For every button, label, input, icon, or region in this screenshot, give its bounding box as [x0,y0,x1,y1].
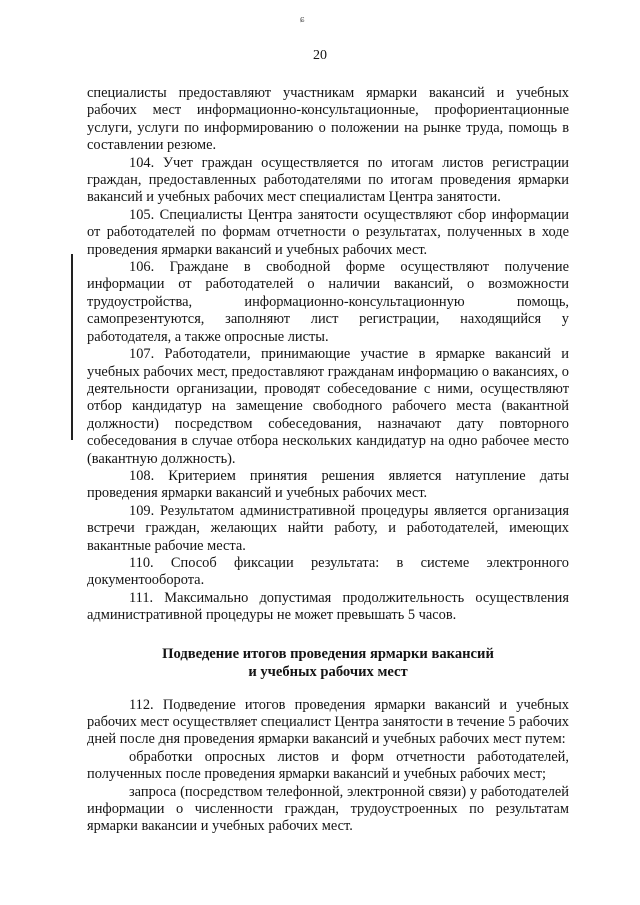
document-body [87,85,569,836]
paragraph-continuation: специалисты предоставляют участникам ярмарки вакансий и учебных рабочих мест информационно-консультационные, профориентационные услуги, услуги по информированию о положении на рынке труда, помощь в составлении резюме. [87,85,569,154]
margin-scan-line [71,254,73,440]
paragraph-108: 108. Критерием принятия решения является натупление даты проведения ярмарки вакансий и учебных рабочих мест. [87,467,569,502]
paragraph-107: 107. Работодатели, принимающие участие в ярмарке вакансий и учебных рабочих мест, предоставляют гражданам информацию о вакансиях, о деятельности организации, проводят собеседование с ними, осуществляют отбор кандидатур на замещение свободного рабочего места (вакантной должности) посредством собеседования, назначают дату повторного собеседования в случае отбора нескольких кандидатур на одно рабочее место (вакантную должность). [87,346,569,467]
paragraph-111: 111. Максимально допустимая продолжительность осуществления административной процедуры не может превышать 5 часов. [87,589,569,624]
paragraph-109: 109. Результатом административной процедуры является организация встречи граждан, желающих найти работу, и работодателей, имеющих вакантные рабочие места. [87,502,569,554]
paragraph-112-item-2: запроса (посредством телефонной, электронной связи) у работодателей информации о численности граждан, трудоустроенных по результатам ярмарки вакансии и учебных рабочих мест. [87,783,569,835]
paragraph-112-item-1: обработки опросных листов и форм отчетности работодателей, полученных после проведения ярмарки вакансий и учебных рабочих мест; [87,748,569,783]
paragraph-104: 104. Учет граждан осуществляется по итогам листов регистрации граждан, предоставленных работодателями по итогам проведения ярмарки вакансий и учебных рабочих мест специалистам Центра занятости. [87,154,569,206]
page-number: 20 [313,48,327,63]
paragraph-110: 110. Способ фиксации результата: в системе электронного документооборота. [87,554,569,589]
paragraph-106: 106. Граждане в свободной форме осуществляют получение информации от работодателей о наличии вакансий, о возможности трудоустройства, информационно-консультационную помощь, самопрезентуются, заполняют лист регистрации, находящийся у работодателя, а также опросные листы. [87,259,569,345]
scan-mark: ɕ [300,14,305,25]
section-heading-line-1: Подведение итогов проведения ярмарки вакансий [162,645,494,662]
section-heading [87,645,569,681]
section-heading-line-2: и учебных рабочих мест [248,663,408,680]
paragraph-112: 112. Подведение итогов проведения ярмарки вакансий и учебных рабочих мест осуществляет специалист Центра занятости в течение 5 рабочих дней после дня проведения ярмарки вакансий и учебных рабочих мест путем: [87,696,569,748]
paragraph-105: 105. Специалисты Центра занятости осуществляют сбор информации от работодателей по формам отчетности о результатах, полученных в ходе проведения ярмарки вакансий и учебных рабочих мест. [87,206,569,258]
